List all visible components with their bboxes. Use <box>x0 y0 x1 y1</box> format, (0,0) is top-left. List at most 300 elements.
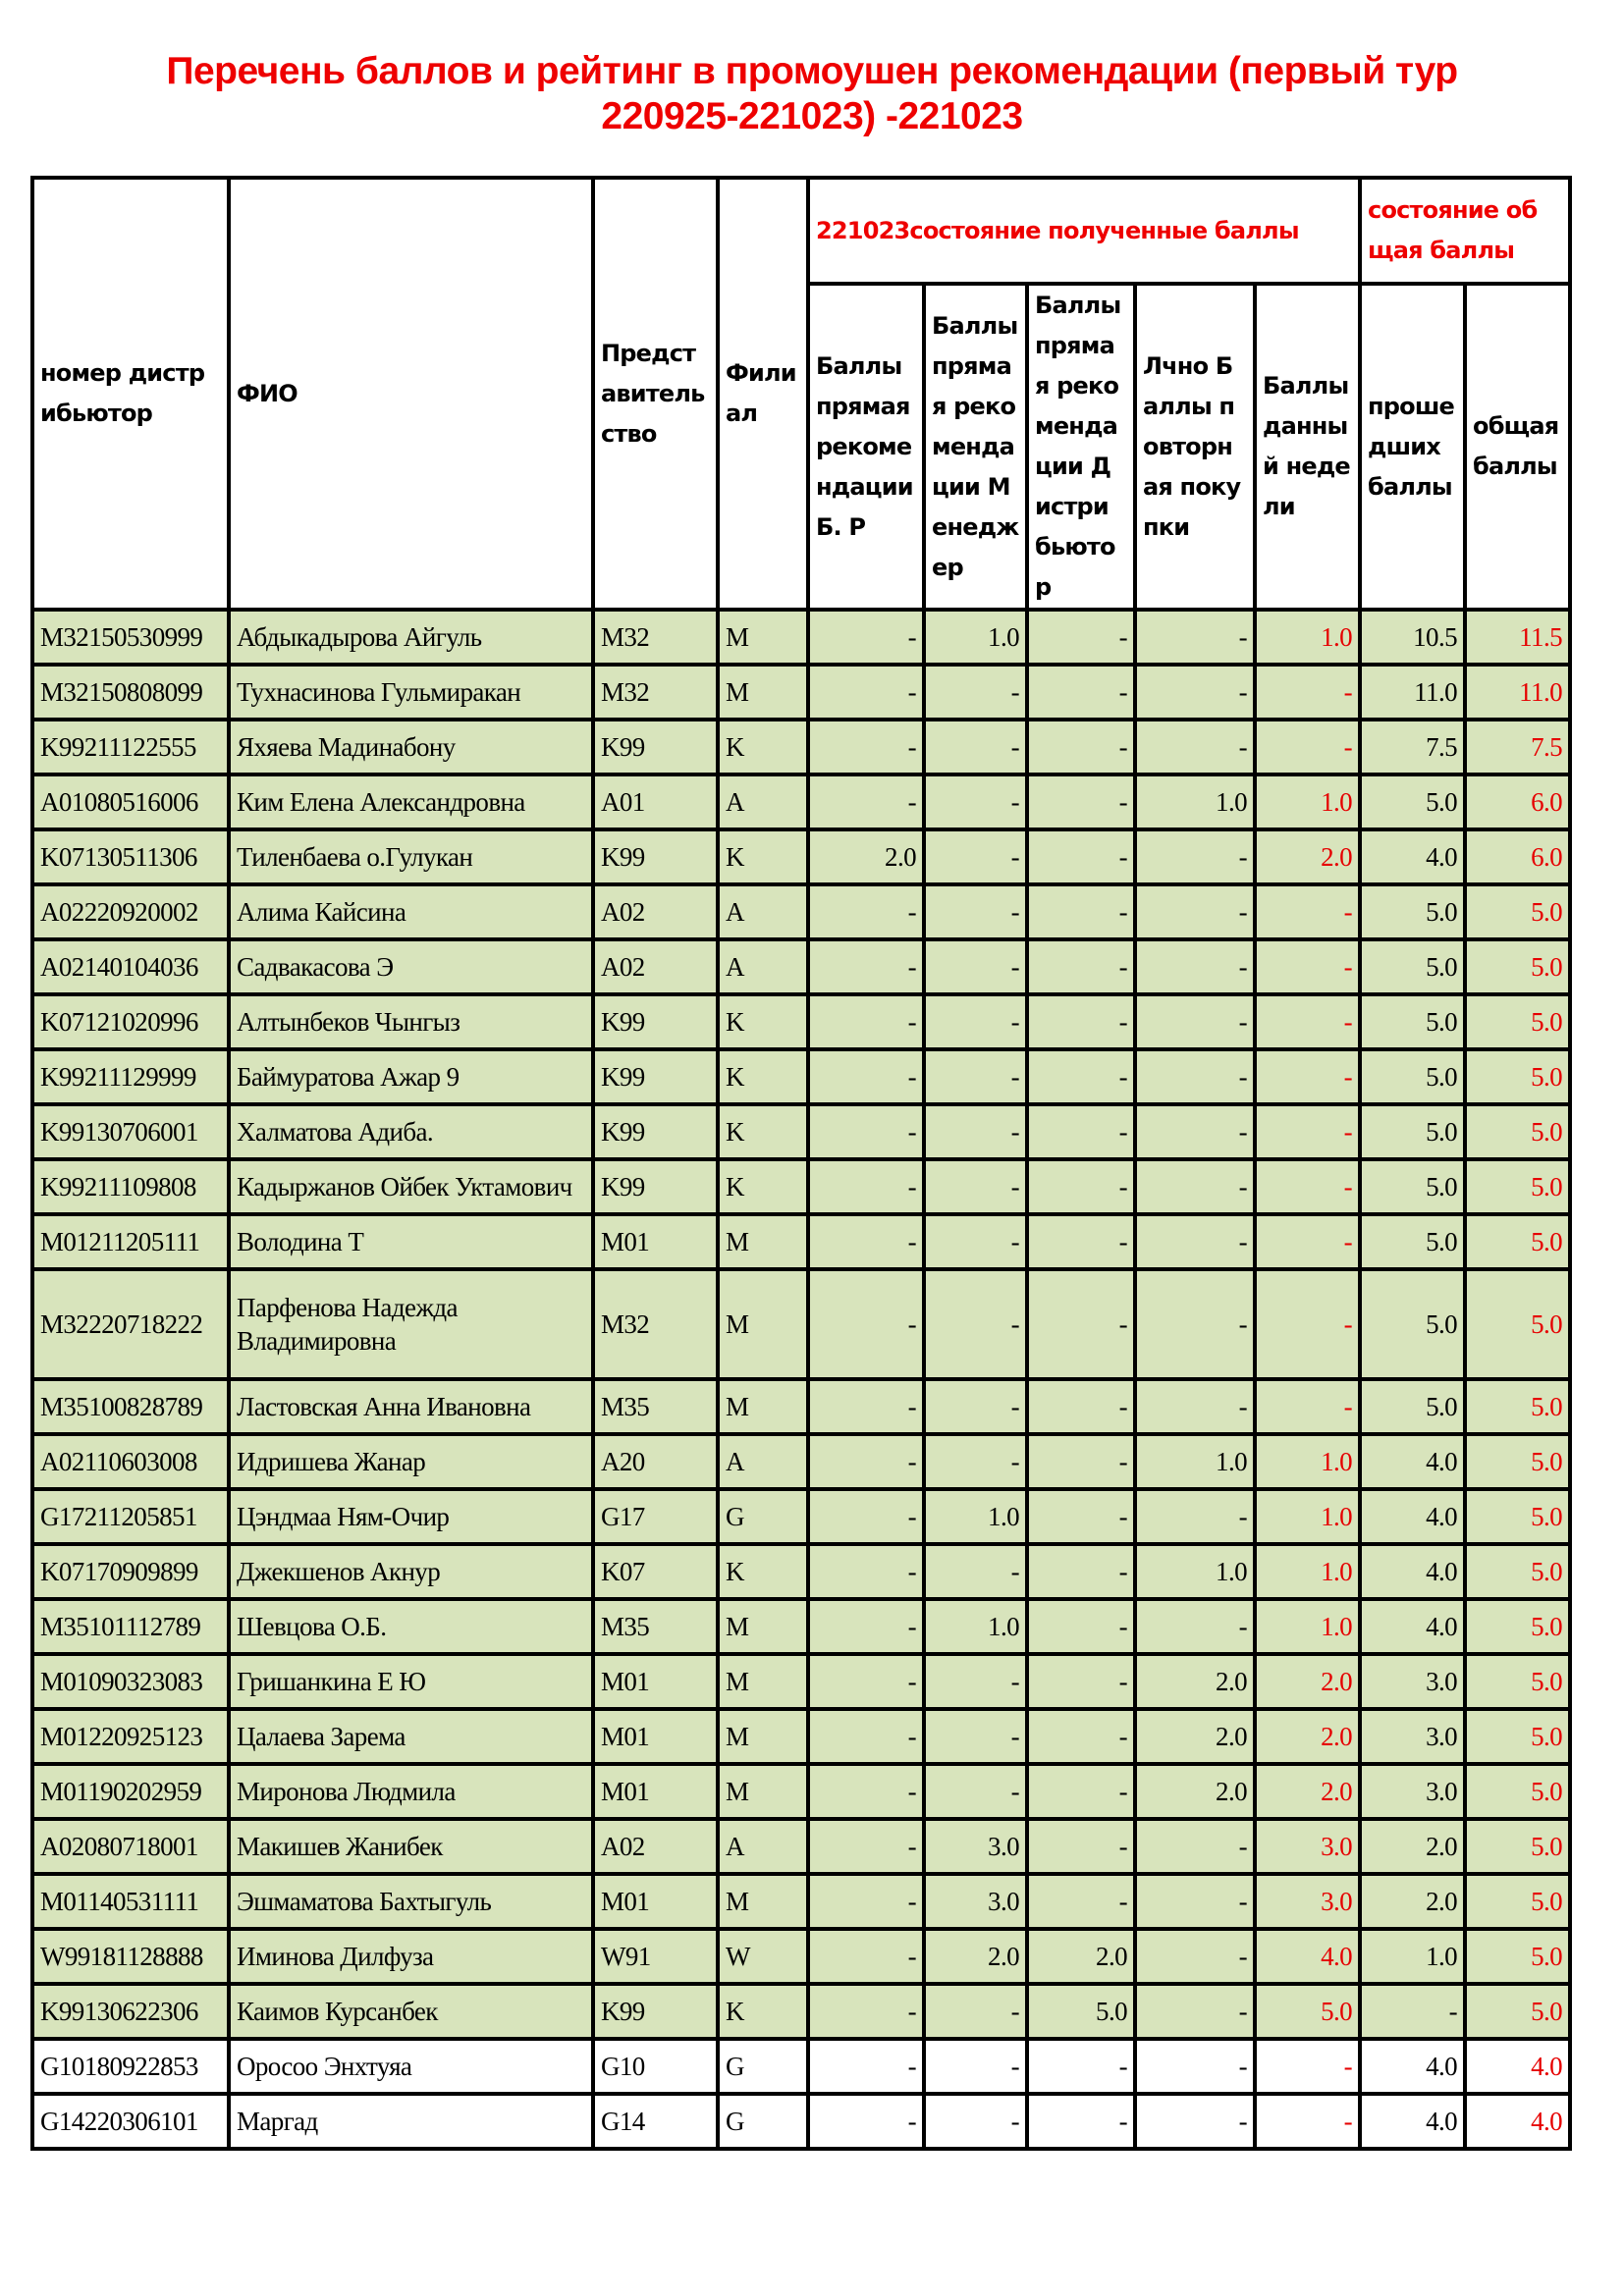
cell-direct-rec-br: - <box>808 1434 924 1489</box>
cell-direct-rec-distributor: - <box>1027 1544 1135 1599</box>
cell-distributor-number: M01211205111 <box>32 1214 229 1269</box>
table-row <box>32 2039 1570 2094</box>
cell-week-points: 1.0 <box>1255 774 1360 829</box>
cell-branch: M <box>718 1874 808 1929</box>
cell-full-name: Тиленбаева о.Гулукан <box>229 829 593 884</box>
cell-personal-repeat: - <box>1135 1874 1255 1929</box>
cell-full-name: Ластовская Анна Ивановна <box>229 1379 593 1434</box>
cell-distributor-number: K99130622306 <box>32 1984 229 2039</box>
cell-direct-rec-br: - <box>808 1379 924 1434</box>
cell-direct-rec-br: - <box>808 1104 924 1159</box>
header-direct-rec-distributor: Баллы пряма я реко менда ции Д истри бьюто р <box>1027 284 1135 610</box>
cell-branch: A <box>718 1434 808 1489</box>
cell-total-points: 4.0 <box>1465 2039 1570 2094</box>
cell-personal-repeat: - <box>1135 1049 1255 1104</box>
cell-branch: M <box>718 1709 808 1764</box>
cell-direct-rec-br: - <box>808 2039 924 2094</box>
cell-total-points: 5.0 <box>1465 1709 1570 1764</box>
cell-personal-repeat: 2.0 <box>1135 1654 1255 1709</box>
cell-week-points: 2.0 <box>1255 1709 1360 1764</box>
cell-branch: K <box>718 1049 808 1104</box>
cell-representation: M32 <box>593 610 718 665</box>
cell-week-points: - <box>1255 1269 1360 1379</box>
header-personal-repeat: Лчно Б аллы п овторн ая поку пки <box>1135 284 1255 610</box>
cell-total-points: 5.0 <box>1465 884 1570 939</box>
cell-branch: A <box>718 939 808 994</box>
cell-branch: K <box>718 1984 808 2039</box>
cell-past-points: - <box>1360 1984 1465 2039</box>
cell-personal-repeat: 1.0 <box>1135 1434 1255 1489</box>
cell-direct-rec-distributor: - <box>1027 1764 1135 1819</box>
cell-direct-rec-br: - <box>808 1709 924 1764</box>
cell-personal-repeat: - <box>1135 884 1255 939</box>
cell-distributor-number: M01090323083 <box>32 1654 229 1709</box>
cell-representation: M01 <box>593 1764 718 1819</box>
cell-week-points: - <box>1255 665 1360 720</box>
cell-direct-rec-distributor: - <box>1027 610 1135 665</box>
table-row <box>32 1929 1570 1984</box>
cell-direct-rec-distributor: - <box>1027 774 1135 829</box>
cell-representation: K99 <box>593 1984 718 2039</box>
cell-past-points: 5.0 <box>1360 884 1465 939</box>
cell-branch: M <box>718 1764 808 1819</box>
cell-full-name: Каимов Курсанбек <box>229 1984 593 2039</box>
cell-full-name: Маргад <box>229 2094 593 2149</box>
cell-direct-rec-br: - <box>808 610 924 665</box>
cell-direct-rec-manager: - <box>924 1764 1027 1819</box>
table-header <box>32 178 1570 610</box>
cell-direct-rec-distributor: - <box>1027 720 1135 774</box>
cell-personal-repeat: - <box>1135 1599 1255 1654</box>
cell-full-name: Ким Елена Александровна <box>229 774 593 829</box>
cell-week-points: 4.0 <box>1255 1929 1360 1984</box>
cell-full-name: Яхяева Мадинабону <box>229 720 593 774</box>
cell-personal-repeat: - <box>1135 1819 1255 1874</box>
cell-direct-rec-distributor: 2.0 <box>1027 1929 1135 1984</box>
cell-total-points: 4.0 <box>1465 2094 1570 2149</box>
cell-distributor-number: A02110603008 <box>32 1434 229 1489</box>
cell-week-points: 1.0 <box>1255 1434 1360 1489</box>
cell-distributor-number: K07121020996 <box>32 994 229 1049</box>
table-row <box>32 720 1570 774</box>
cell-branch: M <box>718 1599 808 1654</box>
header-direct-rec-br: Баллы прямая рекоме ндации Б. Р <box>808 284 924 610</box>
cell-direct-rec-distributor: 5.0 <box>1027 1984 1135 2039</box>
cell-past-points: 5.0 <box>1360 1269 1465 1379</box>
cell-distributor-number: K99211129999 <box>32 1049 229 1104</box>
cell-direct-rec-distributor: - <box>1027 884 1135 939</box>
cell-representation: M35 <box>593 1599 718 1654</box>
cell-branch: M <box>718 1654 808 1709</box>
header-week-points: Баллы данны й неде ли <box>1255 284 1360 610</box>
cell-personal-repeat: - <box>1135 939 1255 994</box>
cell-distributor-number: K99211122555 <box>32 720 229 774</box>
cell-representation: K07 <box>593 1544 718 1599</box>
table-row <box>32 994 1570 1049</box>
cell-direct-rec-distributor: - <box>1027 1819 1135 1874</box>
cell-personal-repeat: - <box>1135 1489 1255 1544</box>
cell-week-points: - <box>1255 2094 1360 2149</box>
cell-past-points: 4.0 <box>1360 1434 1465 1489</box>
cell-total-points: 5.0 <box>1465 1049 1570 1104</box>
table-row <box>32 2094 1570 2149</box>
cell-past-points: 5.0 <box>1360 1379 1465 1434</box>
cell-direct-rec-manager: - <box>924 1379 1027 1434</box>
cell-distributor-number: A02080718001 <box>32 1819 229 1874</box>
cell-past-points: 3.0 <box>1360 1654 1465 1709</box>
cell-personal-repeat: - <box>1135 1214 1255 1269</box>
cell-full-name: Алима Кайсина <box>229 884 593 939</box>
cell-direct-rec-manager: - <box>924 1654 1027 1709</box>
cell-total-points: 5.0 <box>1465 1104 1570 1159</box>
cell-direct-rec-br: - <box>808 1654 924 1709</box>
table-row <box>32 1214 1570 1269</box>
cell-past-points: 3.0 <box>1360 1764 1465 1819</box>
table-row <box>32 665 1570 720</box>
table-row <box>32 829 1570 884</box>
cell-representation: K99 <box>593 720 718 774</box>
cell-direct-rec-br: - <box>808 1269 924 1379</box>
cell-personal-repeat: 1.0 <box>1135 774 1255 829</box>
cell-direct-rec-manager: - <box>924 1159 1027 1214</box>
cell-personal-repeat: - <box>1135 1984 1255 2039</box>
cell-representation: M01 <box>593 1709 718 1764</box>
cell-week-points: - <box>1255 1049 1360 1104</box>
cell-total-points: 5.0 <box>1465 1764 1570 1819</box>
cell-distributor-number: G10180922853 <box>32 2039 229 2094</box>
cell-branch: A <box>718 774 808 829</box>
header-group-received-points: 221023состояние полученные баллы <box>808 178 1360 284</box>
cell-past-points: 2.0 <box>1360 1819 1465 1874</box>
cell-total-points: 5.0 <box>1465 1544 1570 1599</box>
cell-distributor-number: G14220306101 <box>32 2094 229 2149</box>
cell-representation: G10 <box>593 2039 718 2094</box>
cell-direct-rec-br: - <box>808 1984 924 2039</box>
cell-full-name: Макишев Жанибек <box>229 1819 593 1874</box>
cell-week-points: - <box>1255 1214 1360 1269</box>
cell-direct-rec-manager: - <box>924 1214 1027 1269</box>
cell-branch: M <box>718 1214 808 1269</box>
cell-full-name: Оросоо Энхтуяа <box>229 2039 593 2094</box>
cell-direct-rec-manager: - <box>924 720 1027 774</box>
cell-branch: K <box>718 994 808 1049</box>
cell-personal-repeat: - <box>1135 720 1255 774</box>
cell-direct-rec-br: - <box>808 1874 924 1929</box>
cell-direct-rec-br: - <box>808 1929 924 1984</box>
cell-personal-repeat: - <box>1135 1379 1255 1434</box>
header-total-points: общая баллы <box>1465 284 1570 610</box>
cell-past-points: 5.0 <box>1360 1104 1465 1159</box>
cell-past-points: 5.0 <box>1360 1049 1465 1104</box>
cell-personal-repeat: 2.0 <box>1135 1709 1255 1764</box>
cell-week-points: - <box>1255 939 1360 994</box>
cell-total-points: 5.0 <box>1465 1819 1570 1874</box>
cell-branch: K <box>718 1544 808 1599</box>
cell-personal-repeat: 1.0 <box>1135 1544 1255 1599</box>
cell-total-points: 5.0 <box>1465 1269 1570 1379</box>
cell-direct-rec-distributor: - <box>1027 1049 1135 1104</box>
table-row <box>32 1654 1570 1709</box>
cell-direct-rec-manager: - <box>924 994 1027 1049</box>
cell-branch: K <box>718 829 808 884</box>
cell-distributor-number: G17211205851 <box>32 1489 229 1544</box>
cell-branch: M <box>718 665 808 720</box>
cell-branch: K <box>718 720 808 774</box>
cell-past-points: 4.0 <box>1360 1489 1465 1544</box>
cell-personal-repeat: - <box>1135 610 1255 665</box>
cell-week-points: 5.0 <box>1255 1984 1360 2039</box>
table-row <box>32 1379 1570 1434</box>
cell-direct-rec-manager: - <box>924 1984 1027 2039</box>
cell-direct-rec-manager: 3.0 <box>924 1874 1027 1929</box>
cell-week-points: 1.0 <box>1255 1489 1360 1544</box>
cell-total-points: 5.0 <box>1465 1929 1570 1984</box>
header-group-total-points: состояние об щая баллы <box>1360 178 1570 284</box>
cell-representation: A20 <box>593 1434 718 1489</box>
cell-past-points: 5.0 <box>1360 774 1465 829</box>
cell-past-points: 5.0 <box>1360 1214 1465 1269</box>
cell-direct-rec-distributor: - <box>1027 994 1135 1049</box>
cell-direct-rec-manager: - <box>924 1104 1027 1159</box>
cell-personal-repeat: - <box>1135 665 1255 720</box>
title-line-1: Перечень баллов и рейтинг в промоушен рекомендации (первый тур <box>166 50 1458 92</box>
cell-branch: K <box>718 1104 808 1159</box>
cell-direct-rec-distributor: - <box>1027 1709 1135 1764</box>
header-direct-rec-manager: Баллы пряма я реко менда ции М енедж ер <box>924 284 1027 610</box>
cell-direct-rec-manager: - <box>924 1049 1027 1104</box>
cell-distributor-number: M35101112789 <box>32 1599 229 1654</box>
cell-direct-rec-manager: 1.0 <box>924 610 1027 665</box>
cell-representation: K99 <box>593 1104 718 1159</box>
cell-direct-rec-br: - <box>808 939 924 994</box>
table-row <box>32 939 1570 994</box>
cell-total-points: 5.0 <box>1465 939 1570 994</box>
cell-past-points: 1.0 <box>1360 1929 1465 1984</box>
cell-direct-rec-manager: - <box>924 774 1027 829</box>
table-row <box>32 1489 1570 1544</box>
cell-week-points: 1.0 <box>1255 1544 1360 1599</box>
table-body <box>32 610 1570 2149</box>
cell-branch: M <box>718 1269 808 1379</box>
table-row <box>32 1544 1570 1599</box>
cell-personal-repeat: - <box>1135 2094 1255 2149</box>
cell-week-points: 3.0 <box>1255 1874 1360 1929</box>
cell-past-points: 4.0 <box>1360 829 1465 884</box>
cell-total-points: 5.0 <box>1465 1874 1570 1929</box>
cell-total-points: 5.0 <box>1465 1599 1570 1654</box>
table-row <box>32 1874 1570 1929</box>
cell-direct-rec-br: - <box>808 1489 924 1544</box>
cell-direct-rec-distributor: - <box>1027 1874 1135 1929</box>
header-past-points: проше дших баллы <box>1360 284 1465 610</box>
cell-total-points: 5.0 <box>1465 1379 1570 1434</box>
cell-branch: G <box>718 2094 808 2149</box>
cell-direct-rec-br: - <box>808 2094 924 2149</box>
cell-direct-rec-distributor: - <box>1027 1104 1135 1159</box>
cell-distributor-number: A02220920002 <box>32 884 229 939</box>
cell-week-points: - <box>1255 720 1360 774</box>
cell-full-name: Цалаева Зарема <box>229 1709 593 1764</box>
cell-total-points: 11.5 <box>1465 610 1570 665</box>
cell-full-name: Халматова Адиба. <box>229 1104 593 1159</box>
cell-full-name: Гришанкина Е Ю <box>229 1654 593 1709</box>
cell-direct-rec-br: - <box>808 1599 924 1654</box>
table-row <box>32 1984 1570 2039</box>
cell-direct-rec-distributor: - <box>1027 829 1135 884</box>
cell-week-points: 2.0 <box>1255 829 1360 884</box>
cell-direct-rec-manager: - <box>924 1544 1027 1599</box>
cell-direct-rec-distributor: - <box>1027 2094 1135 2149</box>
cell-past-points: 5.0 <box>1360 1159 1465 1214</box>
cell-distributor-number: M32150530999 <box>32 610 229 665</box>
table-row <box>32 1599 1570 1654</box>
cell-past-points: 11.0 <box>1360 665 1465 720</box>
cell-past-points: 4.0 <box>1360 1599 1465 1654</box>
cell-direct-rec-manager: - <box>924 665 1027 720</box>
cell-branch: A <box>718 884 808 939</box>
cell-direct-rec-br: - <box>808 1159 924 1214</box>
cell-full-name: Цэндмаа Ням-Очир <box>229 1489 593 1544</box>
cell-full-name: Эшмаматова Бахтыгуль <box>229 1874 593 1929</box>
cell-branch: M <box>718 610 808 665</box>
cell-direct-rec-distributor: - <box>1027 1599 1135 1654</box>
cell-direct-rec-manager: - <box>924 1709 1027 1764</box>
cell-representation: K99 <box>593 994 718 1049</box>
cell-direct-rec-br: - <box>808 884 924 939</box>
cell-personal-repeat: - <box>1135 1104 1255 1159</box>
cell-past-points: 4.0 <box>1360 1544 1465 1599</box>
cell-representation: M35 <box>593 1379 718 1434</box>
cell-branch: G <box>718 1489 808 1544</box>
cell-week-points: - <box>1255 1379 1360 1434</box>
cell-direct-rec-manager: - <box>924 2094 1027 2149</box>
cell-total-points: 6.0 <box>1465 829 1570 884</box>
cell-direct-rec-distributor: - <box>1027 1159 1135 1214</box>
cell-direct-rec-manager: - <box>924 1269 1027 1379</box>
cell-total-points: 5.0 <box>1465 1654 1570 1709</box>
cell-direct-rec-br: - <box>808 1819 924 1874</box>
cell-week-points: 3.0 <box>1255 1819 1360 1874</box>
cell-total-points: 5.0 <box>1465 1984 1570 2039</box>
cell-week-points: 1.0 <box>1255 610 1360 665</box>
cell-direct-rec-distributor: - <box>1027 2039 1135 2094</box>
cell-week-points: 2.0 <box>1255 1764 1360 1819</box>
cell-full-name: Идришева Жанар <box>229 1434 593 1489</box>
cell-direct-rec-distributor: - <box>1027 1489 1135 1544</box>
table-row <box>32 1764 1570 1819</box>
header-full-name: ФИО <box>229 178 593 610</box>
cell-full-name: Володина Т <box>229 1214 593 1269</box>
table-row <box>32 1819 1570 1874</box>
cell-direct-rec-distributor: - <box>1027 1269 1135 1379</box>
cell-distributor-number: K07170909899 <box>32 1544 229 1599</box>
cell-week-points: 2.0 <box>1255 1654 1360 1709</box>
table-row <box>32 774 1570 829</box>
cell-past-points: 4.0 <box>1360 2039 1465 2094</box>
cell-past-points: 7.5 <box>1360 720 1465 774</box>
cell-representation: A02 <box>593 939 718 994</box>
cell-branch: K <box>718 1159 808 1214</box>
cell-distributor-number: K99211109808 <box>32 1159 229 1214</box>
cell-direct-rec-distributor: - <box>1027 665 1135 720</box>
cell-branch: M <box>718 1379 808 1434</box>
cell-representation: K99 <box>593 1159 718 1214</box>
cell-direct-rec-br: - <box>808 994 924 1049</box>
cell-direct-rec-distributor: - <box>1027 1379 1135 1434</box>
cell-full-name: Миронова Людмила <box>229 1764 593 1819</box>
cell-direct-rec-br: - <box>808 774 924 829</box>
cell-personal-repeat: - <box>1135 1929 1255 1984</box>
cell-week-points: 1.0 <box>1255 1599 1360 1654</box>
cell-distributor-number: M32150808099 <box>32 665 229 720</box>
cell-past-points: 10.5 <box>1360 610 1465 665</box>
scores-table <box>30 176 1572 2151</box>
cell-distributor-number: A01080516006 <box>32 774 229 829</box>
cell-full-name: Парфенова Надежда Владимировна <box>229 1269 593 1379</box>
cell-direct-rec-manager: 1.0 <box>924 1489 1027 1544</box>
cell-direct-rec-manager: - <box>924 1434 1027 1489</box>
cell-full-name: Алтынбеков Чынгыз <box>229 994 593 1049</box>
cell-full-name: Баймуратова Ажар 9 <box>229 1049 593 1104</box>
cell-distributor-number: M01190202959 <box>32 1764 229 1819</box>
cell-distributor-number: A02140104036 <box>32 939 229 994</box>
cell-representation: M01 <box>593 1214 718 1269</box>
title-line-2: 220925-221023) -221023 <box>601 95 1023 137</box>
header-representation: Предст авитель ство <box>593 178 718 610</box>
cell-direct-rec-manager: 3.0 <box>924 1819 1027 1874</box>
cell-full-name: Иминова Дилфуза <box>229 1929 593 1984</box>
cell-representation: M01 <box>593 1874 718 1929</box>
cell-personal-repeat: - <box>1135 2039 1255 2094</box>
cell-week-points: - <box>1255 994 1360 1049</box>
cell-representation: M32 <box>593 665 718 720</box>
cell-representation: G14 <box>593 2094 718 2149</box>
cell-total-points: 11.0 <box>1465 665 1570 720</box>
table-row <box>32 1709 1570 1764</box>
cell-distributor-number: K99130706001 <box>32 1104 229 1159</box>
cell-total-points: 7.5 <box>1465 720 1570 774</box>
cell-direct-rec-br: - <box>808 720 924 774</box>
cell-direct-rec-manager: 1.0 <box>924 1599 1027 1654</box>
cell-representation: A01 <box>593 774 718 829</box>
cell-distributor-number: M35100828789 <box>32 1379 229 1434</box>
cell-direct-rec-br: - <box>808 1049 924 1104</box>
cell-direct-rec-distributor: - <box>1027 1654 1135 1709</box>
cell-direct-rec-br: 2.0 <box>808 829 924 884</box>
header-branch: Фили ал <box>718 178 808 610</box>
cell-total-points: 5.0 <box>1465 1489 1570 1544</box>
cell-representation: K99 <box>593 1049 718 1104</box>
cell-week-points: - <box>1255 1159 1360 1214</box>
cell-full-name: Тухнасинова Гульмиракан <box>229 665 593 720</box>
table-row <box>32 884 1570 939</box>
cell-representation: A02 <box>593 1819 718 1874</box>
table-row <box>32 1104 1570 1159</box>
cell-direct-rec-distributor: - <box>1027 939 1135 994</box>
cell-past-points: 3.0 <box>1360 1709 1465 1764</box>
cell-direct-rec-br: - <box>808 1214 924 1269</box>
table-row <box>32 1434 1570 1489</box>
cell-representation: A02 <box>593 884 718 939</box>
cell-personal-repeat: - <box>1135 1159 1255 1214</box>
cell-direct-rec-br: - <box>808 665 924 720</box>
cell-full-name: Абдыкадырова Айгуль <box>229 610 593 665</box>
cell-branch: W <box>718 1929 808 1984</box>
cell-week-points: - <box>1255 1104 1360 1159</box>
cell-personal-repeat: - <box>1135 994 1255 1049</box>
cell-past-points: 5.0 <box>1360 994 1465 1049</box>
cell-direct-rec-manager: - <box>924 884 1027 939</box>
